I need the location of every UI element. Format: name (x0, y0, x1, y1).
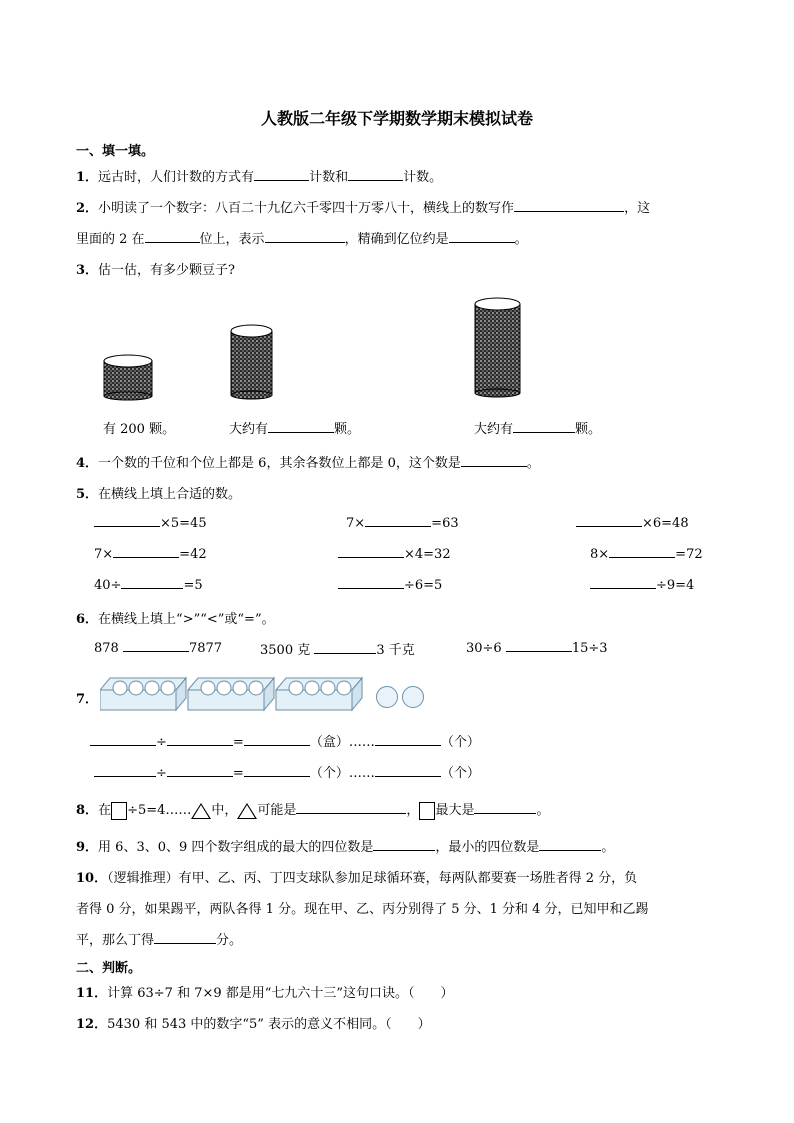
single-ball-icon (402, 686, 424, 708)
answer-blank[interactable] (506, 639, 572, 652)
question-6: 6．在横线上填上“>”“<”或“=”。 (76, 612, 275, 627)
question-4: 4．一个数的千位和个位上都是 6，其余各数位上都是 0，这个数是 。 (76, 456, 540, 471)
question-5: 5．在横线上填上合适的数。 (76, 487, 242, 502)
triangle-icon (191, 803, 211, 819)
equation: 40÷ =5 (94, 578, 203, 593)
answer-blank[interactable] (513, 420, 575, 433)
answer-blank[interactable] (338, 576, 404, 589)
answer-blank[interactable] (539, 838, 601, 851)
answer-blank[interactable] (375, 733, 441, 746)
page-title: 人教版二年级下学期数学期末模拟试卷 (260, 109, 533, 128)
question-7: 7． (76, 692, 99, 707)
equation: ×4=32 (338, 545, 451, 562)
section-heading-judge: 二、判断。 (76, 961, 142, 976)
answer-blank[interactable] (154, 931, 216, 944)
answer-blank[interactable] (244, 764, 310, 777)
triangle-icon (237, 803, 257, 819)
answer-blank[interactable] (338, 545, 404, 558)
answer-blank[interactable] (576, 514, 642, 527)
question-9: 9．用 6、3、0、9 四个数字组成的最大的四位数是 ，最小的四位数是 。 (76, 840, 615, 855)
answer-blank[interactable] (314, 641, 376, 654)
answer-blank[interactable] (94, 514, 160, 527)
question-11: 11．计算 63÷7 和 7×9 都是用“七九六十三”这句口诀。（ ） (76, 986, 454, 1001)
egg-box-icon (188, 678, 274, 710)
answer-blank[interactable] (90, 733, 156, 746)
question-12: 12．5430 和 543 中的数字“5” 表示的意义不相同。（ ） (76, 1017, 431, 1032)
square-icon (111, 802, 127, 820)
comparison: 3500 克 3 千克 (260, 643, 415, 658)
equation: ×5=45 (94, 514, 207, 531)
answer-blank[interactable] (244, 733, 310, 746)
q7-equation-balls: ÷ = （个）…… （个） (94, 762, 480, 781)
answer-blank[interactable] (609, 545, 675, 558)
question-8: 8．在 ÷5=4…… 中， 可能是 ， 最大是 。 (76, 803, 550, 818)
question-2: 2．小明读了一个数字：八百二十九亿六千零四十万零八十，横线上的数写作 ，这 (76, 201, 651, 216)
equation: ÷6=5 (338, 576, 442, 593)
question-10-line-3: 平，那么丁得 分。 (76, 933, 243, 948)
question-1: 1．远古时，人们计数的方式有 计数和 计数。 (76, 170, 443, 185)
answer-blank[interactable] (268, 420, 334, 433)
question-10: 10．（逻辑推理）有甲、乙、丙、丁四支球队参加足球循环赛，每两队都要赛一场胜者得 2 分，负 (76, 871, 638, 886)
section-heading-fill: 一、填一填。 (76, 144, 155, 159)
answer-blank[interactable] (167, 764, 233, 777)
question-10-line-2: 者得 0 分，如果踢平，两队各得 1 分。现在甲、乙、丙分别得了 5 分、1 分和 4 分，已知甲和乙踢 (76, 902, 649, 917)
egg-box-icon (100, 678, 186, 710)
equation: ×6=48 (576, 514, 689, 531)
equation: ÷9=4 (590, 576, 694, 593)
jar-medium-label: 大约有 颗。 (229, 422, 361, 437)
answer-blank[interactable] (461, 454, 527, 467)
answer-blank[interactable] (474, 801, 536, 814)
comparison: 30÷6 15÷3 (466, 641, 608, 656)
q7-equation-boxes: ÷ = （盒）…… （个） (90, 731, 480, 750)
answer-blank[interactable] (123, 639, 189, 652)
equation: 7× =63 (346, 516, 459, 531)
answer-blank[interactable] (121, 576, 183, 589)
answer-blank[interactable] (375, 764, 441, 777)
jar-medium-icon (231, 325, 272, 399)
question-2-line-2: 里面的 2 在 位上，表示 ，精确到亿位约是 。 (76, 232, 528, 247)
square-icon (419, 802, 435, 820)
single-ball-icon (376, 686, 398, 708)
jar-large-icon (475, 298, 520, 397)
jar-large-label: 大约有 颗。 (474, 422, 602, 437)
answer-blank[interactable] (590, 576, 656, 589)
answer-blank[interactable] (373, 838, 435, 851)
answer-blank[interactable] (296, 801, 406, 814)
answer-blank[interactable] (113, 545, 179, 558)
equation: 7× =42 (94, 547, 207, 562)
answer-blank[interactable] (94, 764, 156, 777)
answer-blank[interactable] (365, 514, 431, 527)
jar-small-icon (104, 355, 152, 400)
equation: 8× =72 (590, 547, 703, 562)
egg-box-icon (276, 678, 362, 710)
comparison: 878 7877 (94, 641, 223, 656)
egg-boxes-illustration (100, 675, 370, 715)
jar-small-label: 有 200 颗。 (103, 422, 176, 437)
answer-blank[interactable] (167, 733, 233, 746)
question-3: 3．估一估，有多少颗豆子? (76, 263, 236, 278)
